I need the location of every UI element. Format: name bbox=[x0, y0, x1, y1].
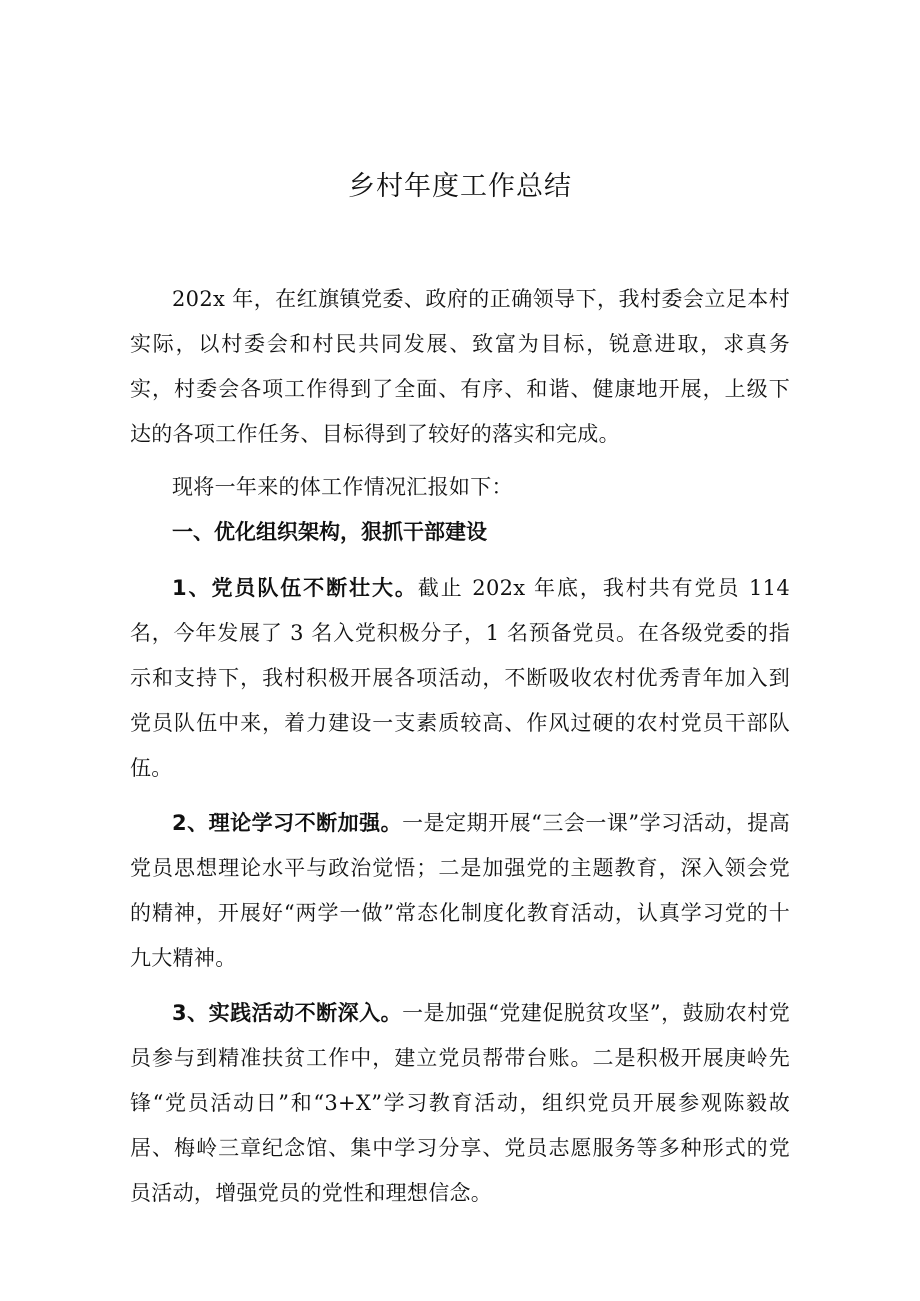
section-heading: 一、优化组织架构，狠抓干部建设 bbox=[172, 520, 487, 544]
document-title: 乡村年度工作总结 bbox=[348, 171, 572, 202]
intro-paragraph: 202x 年，在红旗镇党委、政府的正确领导下，我村委会立足本村实际，以村委会和村民共同发展、致富为目标，锐意进取，求真务实，村委会各项工作得到了全面、有序、和谐、健康地开展，上级下达的各项工作任务、目标得到了较好的落实和完成。 bbox=[130, 287, 790, 446]
item-lead: 1、党员队伍不断壮大。 bbox=[172, 576, 418, 600]
report-line: 现将一年来的体工作情况汇报如下： bbox=[172, 475, 513, 499]
item-text: 一是定期开展“三会一课”学习活动，提高党员思想理论水平与政治觉悟；二是加强党的主题教育，深入领会党的精神，开展好“两学一做”常态化制度化教育活动，认真学习党的十九大精神。 bbox=[130, 811, 790, 970]
item-lead: 2、理论学习不断加强。 bbox=[172, 811, 403, 835]
item-paragraph-1 bbox=[130, 566, 790, 791]
item-paragraph-3 bbox=[130, 991, 790, 1216]
item-lead: 3、实践活动不断深入。 bbox=[172, 1001, 403, 1025]
item-paragraph-2 bbox=[130, 801, 790, 981]
item-text: 截止 202x 年底，我村共有党员 114 名，今年发展了 3 名入党积极分子，1 名预备党员。在各级党委的指示和支持下，我村积极开展各项活动，不断吸收农村优秀青年加入到党员队伍中来，着力建设一支素质较高、作风过硬的农村党员干部队伍。 bbox=[130, 576, 790, 780]
document-body bbox=[130, 277, 790, 1216]
item-text: 一是加强“党建促脱贫攻坚”，鼓励农村党员参与到精准扶贫工作中，建立党员帮带台账。二是积极开展庚岭先锋“党员活动日”和“3+X”学习教育活动，组织党员开展参观陈毅故居、梅岭三章纪念馆、集中学习分享、党员志愿服务等多种形式的党员活动，增强党员的党性和理想信念。 bbox=[130, 1001, 790, 1205]
